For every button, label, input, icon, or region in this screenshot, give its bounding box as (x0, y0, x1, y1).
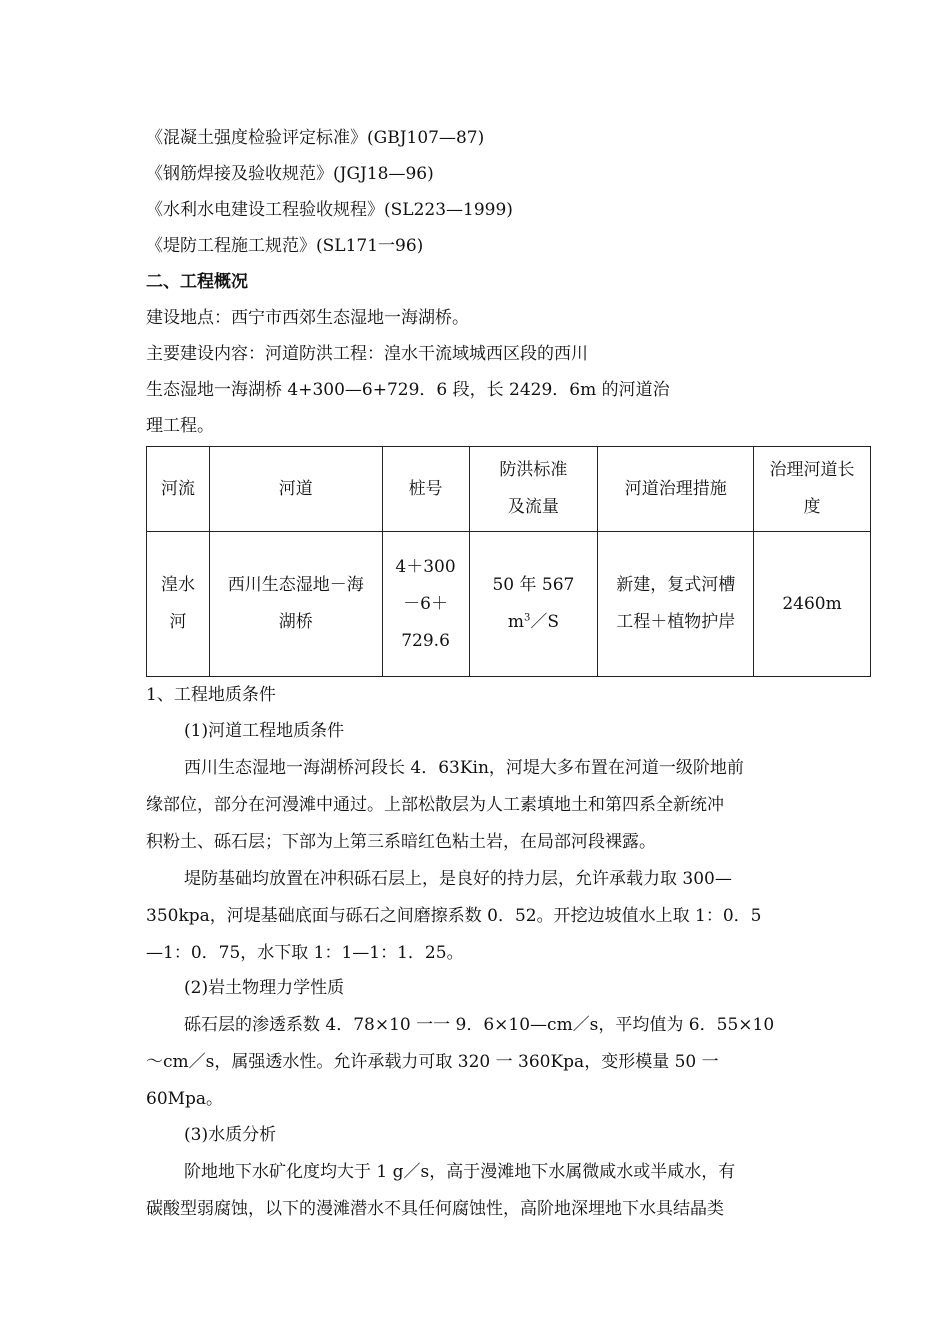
paragraph-text: 堤防基础均放置在冲积砾石层上，是良好的持力层，允许承载力取 300— (184, 869, 732, 889)
paragraph-text: 阶地地下水矿化度均大于 1 g／s，高于漫滩地下水属微咸水或半咸水，有 (184, 1162, 736, 1182)
standard-item: 《混凝土强度检验评定标准》(GBJ107—87) (146, 128, 485, 148)
paragraph-line: 60Mpa。 (146, 1089, 224, 1109)
subsection-title: 1、工程地质条件 (146, 685, 276, 705)
cell-river (147, 532, 210, 677)
paragraph-line (146, 1154, 808, 1191)
cell-flood (469, 532, 598, 677)
header-flood-standard (469, 447, 598, 532)
section-heading: 二、工程概况 (146, 272, 248, 292)
standard-item: 《水利水电建设工程验收规程》(SL223—1999) (146, 200, 513, 220)
river-table (146, 446, 871, 677)
paragraph-line (146, 1007, 808, 1044)
paragraph (146, 1154, 808, 1228)
subsection-title: (3)水质分析 (184, 1125, 277, 1145)
content-line: 主要建设内容：河道防洪工程：湟水干流域城西区段的西川 (146, 344, 588, 364)
subsection-title: (1)河道工程地质条件 (184, 721, 345, 741)
paragraph-line: —1：0．75，水下取 1：1—1：1．25。 (146, 943, 464, 963)
header-length-line: 治理河道长 (769, 460, 855, 480)
paragraph (146, 861, 808, 972)
cell-line (476, 604, 592, 641)
subsection-title: (2)岩土物理力学性质 (184, 978, 345, 998)
cell-stake (382, 532, 469, 677)
paragraph-line: ～cm／s，属强透水性。允许承载力可取 320 一 360Kpa，变形模量 50 一 (146, 1052, 719, 1072)
standard-item: 《钢筋焊接及验收规范》(JGJ18—96) (146, 164, 434, 184)
header-length (754, 447, 871, 532)
header-river: 河流 (147, 447, 210, 532)
paragraph-line (146, 861, 808, 898)
cell-line: 新建，复式河槽 (616, 575, 736, 595)
paragraph-text: 西川生态湿地一海湖桥河段长 4．63Kin，河堤大多布置在河道一级阶地前 (184, 758, 744, 778)
header-stake: 桩号 (382, 447, 469, 532)
header-channel: 河道 (209, 447, 382, 532)
cell-line: 湟水 (160, 575, 195, 595)
paragraph-line: 碳酸型弱腐蚀，以下的漫滩潜水不具任何腐蚀性，高阶地深埋地下水具结晶类 (146, 1199, 724, 1219)
header-length-line: 度 (803, 497, 821, 517)
standard-item: 《堤防工程施工规范》(SL171一96) (146, 236, 424, 256)
table-header-row (147, 447, 871, 532)
header-measure: 河道治理措施 (598, 447, 754, 532)
cell-line: －6＋ (403, 593, 448, 614)
header-flood-line: 防洪标准 (499, 460, 568, 480)
cell-measure (598, 532, 754, 677)
paragraph-line: 缘部位，部分在河漫滩中通过。上部松散层为人工素填地土和第四系全新统冲 (146, 795, 724, 815)
paragraph-line: 350kpa，河堤基础底面与砾石之间磨擦系数 0．52。开挖边坡值水上取 1：0．5 (146, 906, 762, 926)
paragraph-text: 砾石层的渗透系数 4．78×10 一一 9．6×10—cm／s，平均值为 6．55×10 (184, 1015, 775, 1035)
cell-line: 工程＋植物护岸 (616, 612, 736, 632)
location-line: 建设地点：西宁市西郊生态湿地一海湖桥。 (146, 308, 469, 328)
cell-line: 河 (169, 612, 187, 632)
cell-channel (209, 532, 382, 677)
cell-line: 湖桥 (278, 612, 313, 632)
cell-line: 西川生态湿地－海 (227, 575, 364, 595)
paragraph-line: 积粉土、砾石层；下部为上第三系暗红色粘土岩，在局部河段裸露。 (146, 832, 656, 852)
paragraph-line (146, 750, 808, 787)
cell-line: 50 年 567 (492, 575, 575, 595)
header-flood-line: 及流量 (507, 497, 559, 517)
paragraph (146, 1007, 808, 1118)
content-line: 生态湿地一海湖桥 4+300—6+729．6 段，长 2429．6m 的河道治 (146, 380, 670, 400)
flood-unit-suffix: ／S (530, 612, 559, 632)
table-row (147, 532, 871, 677)
cell-line: 4＋300 (395, 556, 456, 577)
flood-unit: m (507, 612, 524, 632)
flood-unit-exponent: 3 (523, 612, 531, 624)
cell-length: 2460m (754, 532, 871, 677)
content-line: 理工程。 (146, 416, 214, 436)
cell-line: 729.6 (401, 630, 450, 651)
paragraph (146, 750, 808, 861)
